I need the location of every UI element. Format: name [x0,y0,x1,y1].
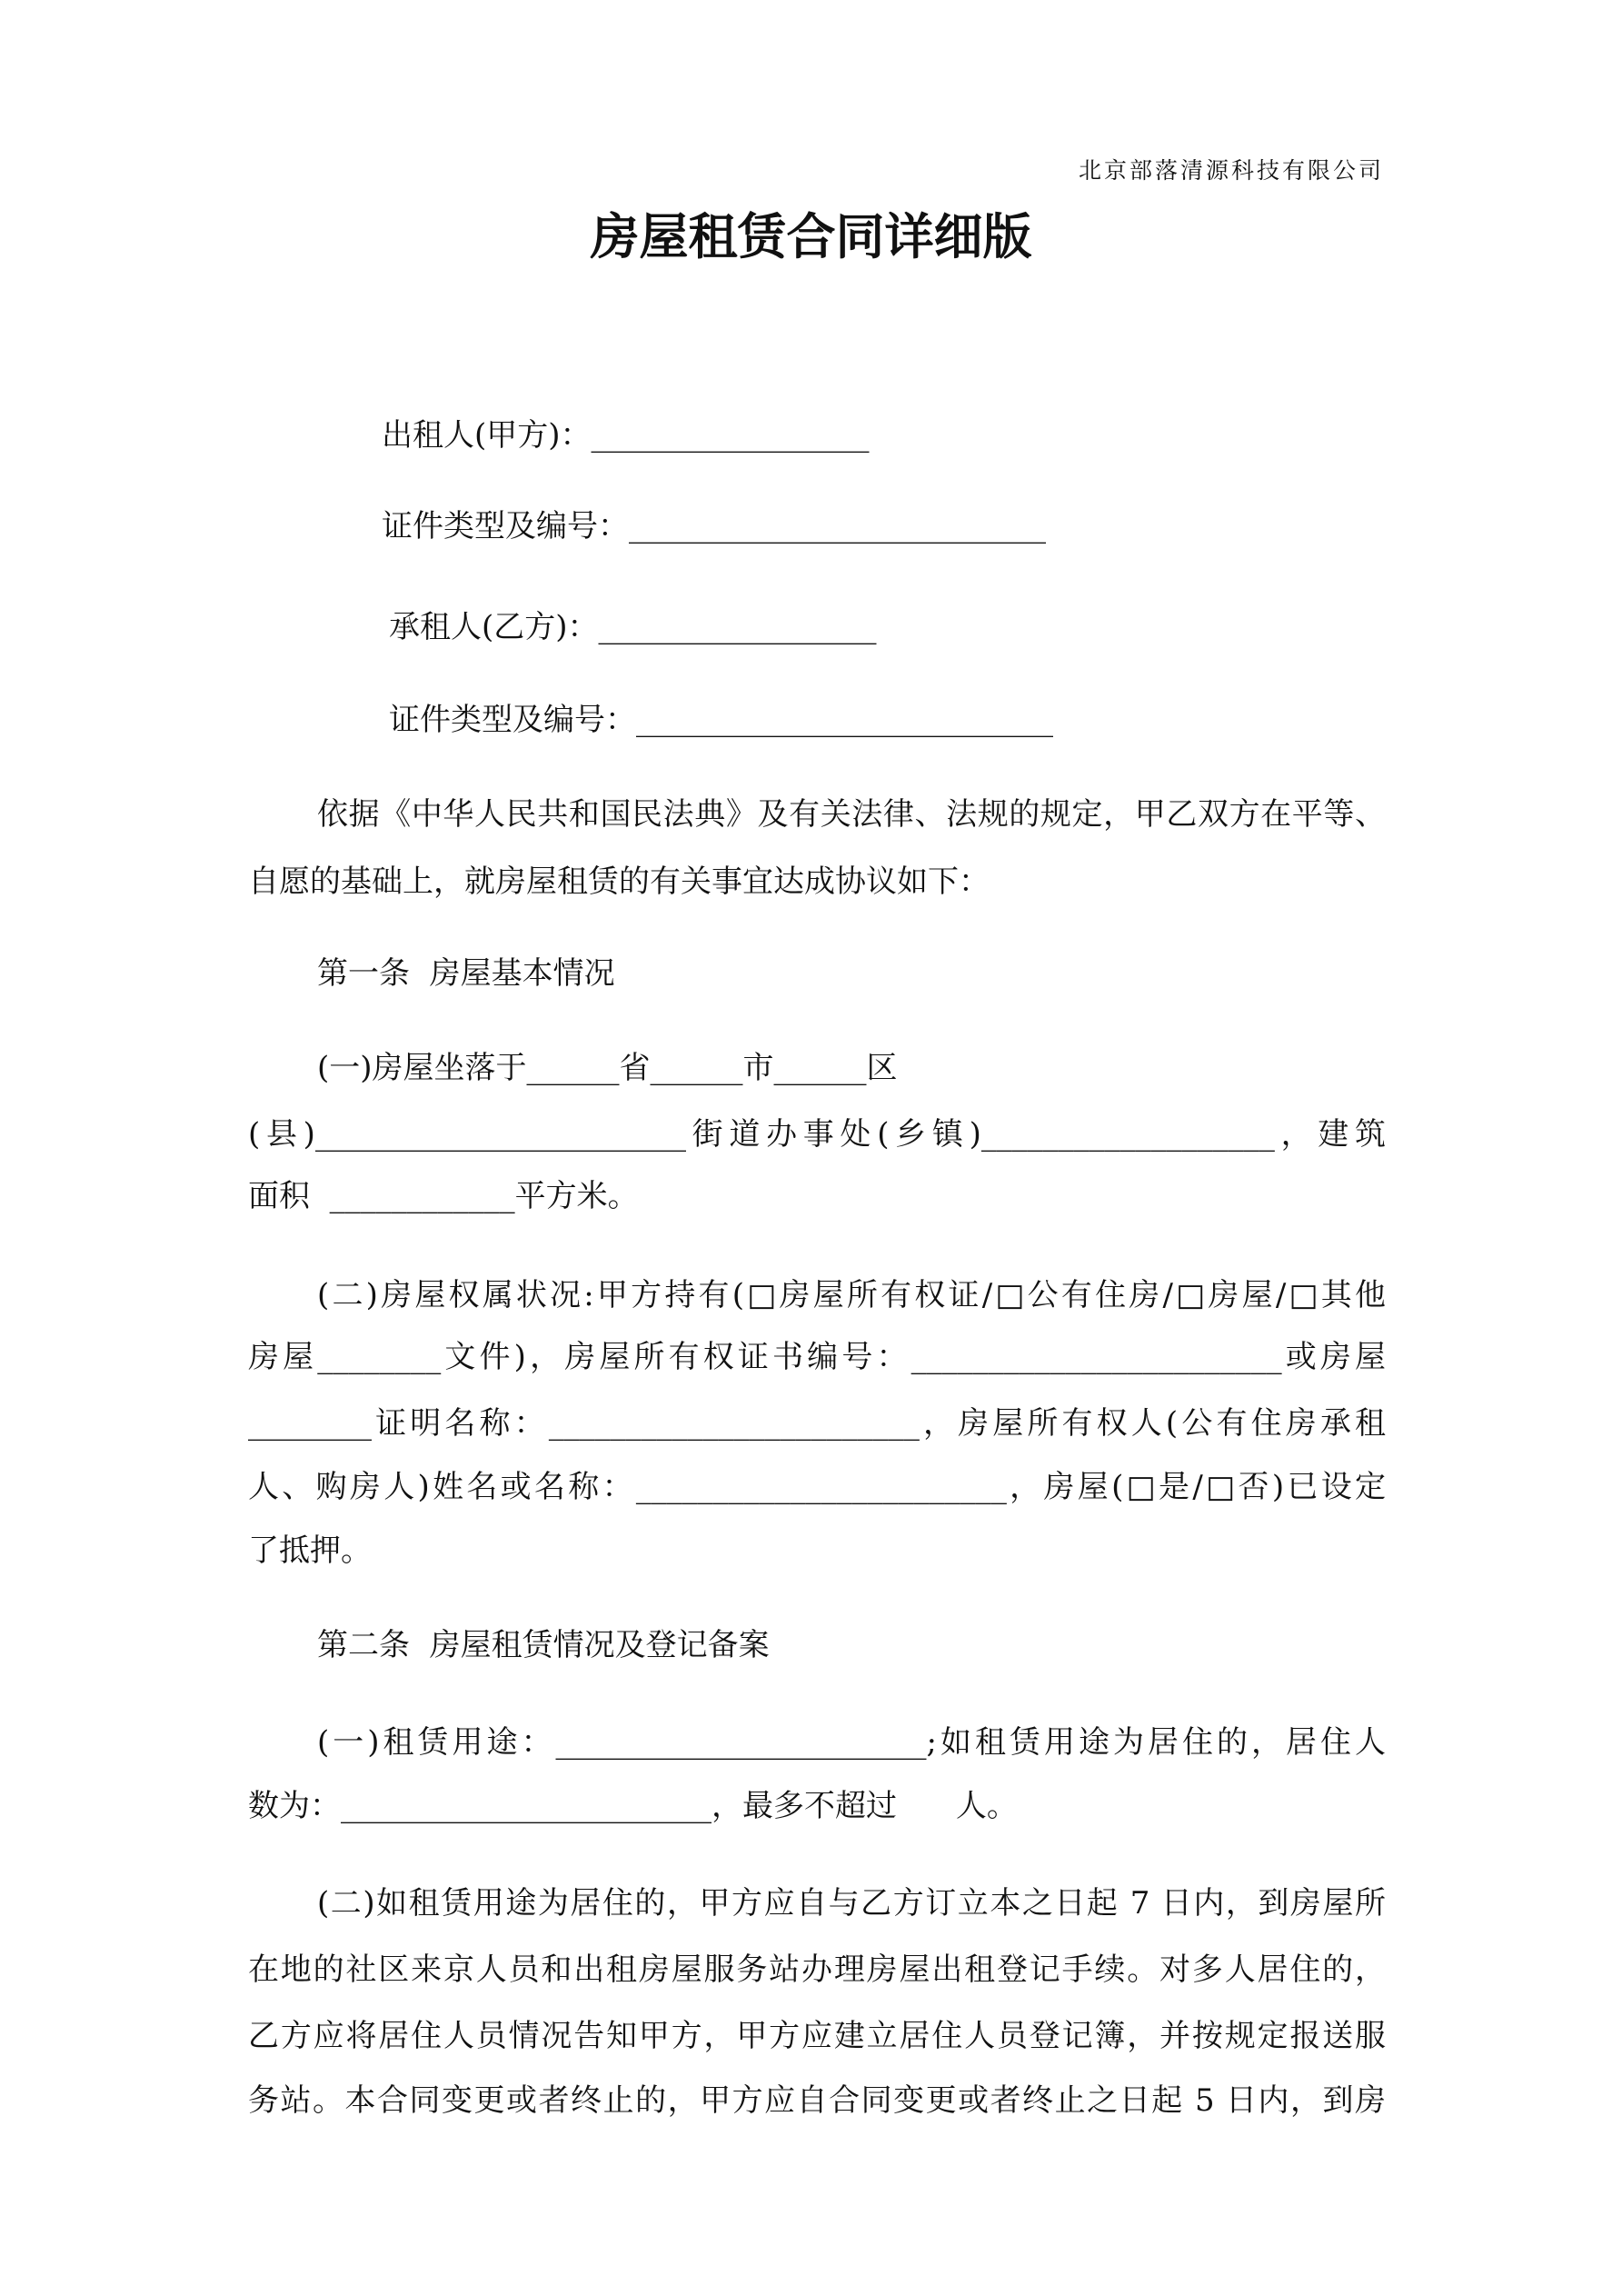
preamble-line: 依据《中华人民共和国民法典》及有关法律、法规的规定，甲乙双方在平等、 [317,796,1386,833]
clause-line: (二)房屋权属状况:甲方持有(□房屋所有权证/□公有住房/□房屋/□其他 [317,1277,1386,1313]
document-title: 房屋租赁合同详细版 [590,207,1032,265]
clause-line: ________证明名称：________________________，房屋所有权人(公有住房承租 [248,1405,1386,1442]
clause-line: (一)房屋坐落于______省______市______区 [317,1050,898,1086]
clause-line: (二)如租赁用途为居住的，甲方应自与乙方订立本之日起 7 日内，到房屋所 [317,1885,1386,1922]
clause-line: 务站。本合同变更或者终止的，甲方应自合同变更或者终止之日起 5 日内，到房 [248,2082,1386,2119]
clause-line: 面积 ____________平方米。 [248,1178,639,1214]
preamble-line: 自愿的基础上，就房屋租赁的有关事宜达成协议如下： [248,863,990,900]
clause-line: 了抵押。 [248,1532,372,1569]
article-heading: 第一条 房屋基本情况 [317,955,615,992]
clause-line: 房屋________文件)，房屋所有权证书编号：________________________或房屋 [248,1339,1386,1375]
lessor-id-field: 证件类型及编号：___________________________ [382,508,1046,544]
lessee-field: 承租人(乙方)：__________________ [389,609,877,645]
clause-line: (一)租赁用途：________________________;如租赁用途为居住的，居住人 [317,1724,1386,1761]
clause-line: 人、购房人)姓名或名称：________________________，房屋(□是/□否)已设定 [248,1469,1386,1505]
clause-line: (县)________________________街道办事处(乡镇)___________________，建筑 [248,1116,1386,1153]
clause-line: 数为：________________________，最多不超过 人。 [248,1788,1018,1824]
company-header: 北京部落清源科技有限公司 [1078,157,1384,184]
clause-line: 乙方应将居住人员情况告知甲方，甲方应建立居住人员登记簿，并按规定报送服 [248,2018,1386,2054]
article-heading: 第二条 房屋租赁情况及登记备案 [317,1627,770,1663]
lessor-field: 出租人(甲方)：__________________ [382,417,870,454]
clause-line: 在地的社区来京人员和出租房屋服务站办理房屋出租登记手续。对多人居住的， [248,1952,1386,1988]
lessee-id-field: 证件类型及编号：___________________________ [389,702,1053,738]
